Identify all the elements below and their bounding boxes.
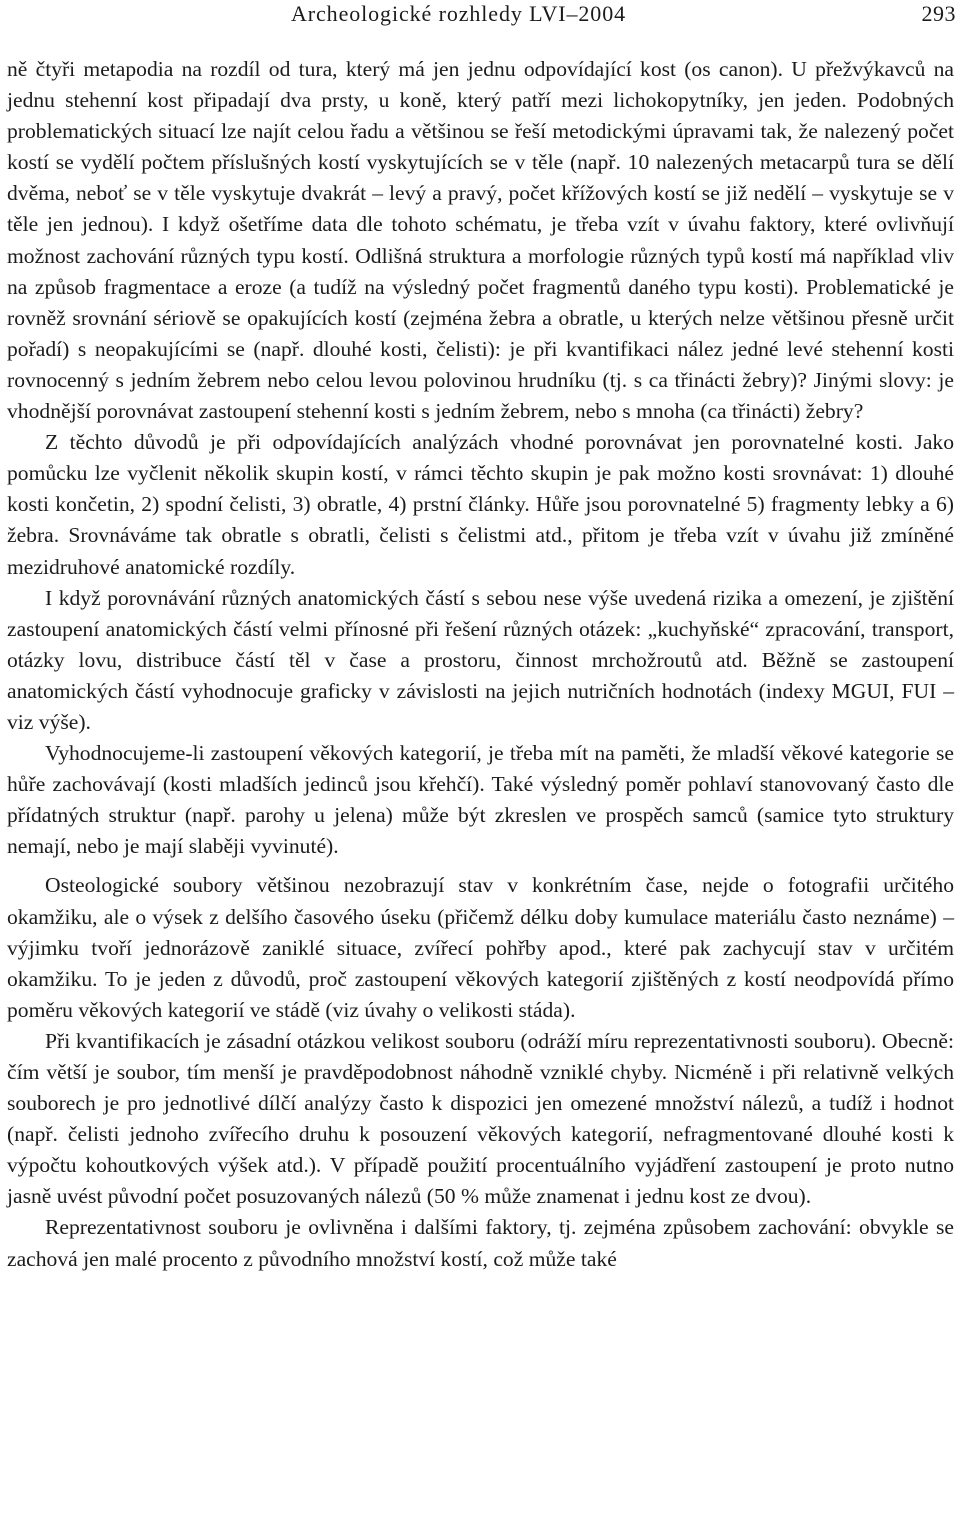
paragraph-7: Reprezentativnost souboru je ovlivněna i dalšími faktory, tj. zejména způsobem zachování: obvykle se zachová jen malé procento z původního množství kostí, což může také	[7, 1215, 954, 1271]
paragraph-1: ně čtyři metapodia na rozdíl od tura, který má jen jednu odpovídající kost (os canon). U přežvýkavců na jednu stehenní kost připadají dva prsty, u koně, který patří mezi lichokopytníky, jen jeden. Podobných problematických situací lze najít celou řadu a většinou se řeší metodickými úpravami tak, že nalezený počet kostí se vydělí počtem příslušných kostí vyskytujících se v těle (např. 10 nalezených metacarpů tura se dělí dvěma, neboť se v těle vyskytuje dvakrát – levý a pravý, počet křížových kostí se již nedělí – vyskytuje se v těle jen jednou). I když ošetříme data dle tohoto schématu, je třeba vzít v úvahu faktory, které ovlivňují možnost zachování různých typu kostí. Odlišná struktura a morfologie různých typů kostí má například vliv na způsob fragmentace a eroze (a tudíž na výsledný počet fragmentů daného typu kosti). Problematické je rovněž srovnání sériově se opakujících kostí (zejména žebra a obratle, u kterých nelze většinou přesně určit pořadí) s neopakujícími se (např. dlouhé kosti, čelisti): je při kvantifikaci nález jedné levé stehenní kosti rovnocenný s jedním žebrem nebo celou levou polovinou hrudníku (tj. s ca třinácti žebry)? Jinými slovy: je vhodnější porovnávat zastoupení stehenní kosti s jedním žebrem, nebo s mnoha (ca třinácti) žebry?	[7, 57, 954, 424]
paragraph-6: Při kvantifikacích je zásadní otázkou velikost souboru (odráží míru reprezentativnosti souboru). Obecně: čím větší je soubor, tím menší je pravděpodobnost náhodně vzniklé chyby. Nicméně i při relativně velkých souborech je pro jednotlivé dílčí analýzy často k dispozici jen omezené množství nálezů, a tudíž i hodnot (např. čelisti jednoho zvířecího druhu k posouzení věkových kategorií, nefragmentované dlouhé kosti k výpočtu kohoutkových výšek atd.). V případě použití procentuálního vyjádření zastoupení je proto nutno jasně uvést původní počet posuzovaných nálezů (50 % může znamenat i jednu kost ze dvou).	[7, 1028, 954, 1209]
paragraph-3: I když porovnávání různých anatomických částí s sebou nese výše uvedená rizika a omezení, je zjištění zastoupení anatomických částí velmi přínosné při řešení různých otázek: „kuchyňské“ zpracování, transport, otázky lovu, distribuce částí těl v čase a prostoru, činnost mrchožroutů atd. Běžně se zastoupení anatomických částí vyhodnocuje graficky v závislosti na jejich nutričních hodnotách (indexy MGUI, FUI – viz výše).	[7, 585, 954, 734]
article-body	[7, 54, 954, 1275]
paragraph-4: Vyhodnocujeme-li zastoupení věkových kategorií, je třeba mít na paměti, že mladší věkové kategorie se hůře zachovávají (kosti mladších jedinců jsou křehčí). Také výsledný poměr pohlaví stanovovaný často dle přídatných struktur (např. parohy u jelena) může být zkreslen ve prospěch samců (samice tyto struktury nemají, nebo je mají slaběji vyvinuté).	[7, 741, 954, 859]
paragraph-5: Osteologické soubory většinou nezobrazují stav v konkrétním čase, nejde o fotografii určitého okamžiku, ale o výsek z delšího časového úseku (přičemž délku doby kumulace materiálu často neznáme) – výjimku tvoří jednorázově zaniklé situace, zvířecí pohřby apod., které pak zachycují stav v určitém okamžiku. To je jeden z důvodů, proč zastoupení věkových kategorií zjištěných z kostí neodpovídá přímo poměru věkových kategorií ve stádě (viz úvahy o velikosti stáda).	[7, 873, 954, 1022]
journal-title: Archeologické rozhledy LVI–2004	[291, 1, 626, 26]
page-number: 293	[921, 1, 956, 26]
paragraph-2: Z těchto důvodů je při odpovídajících analýzách vhodné porovnávat jen porovnatelné kosti. Jako pomůcku lze vyčlenit několik skupin kostí, v rámci těchto skupin je pak možno kosti srovnávat: 1) dlouhé kosti končetin, 2) spodní čelisti, 3) obratle, 4) prstní články. Hůře jsou porovnatelné 5) fragmenty lebky a 6) žebra. Srovnáváme tak obratle s obratli, čelisti s čelistmi atd., přitom je třeba vzít v úvahu již zmíněné mezidruhové anatomické rozdíly.	[7, 430, 954, 579]
running-header	[0, 0, 960, 44]
